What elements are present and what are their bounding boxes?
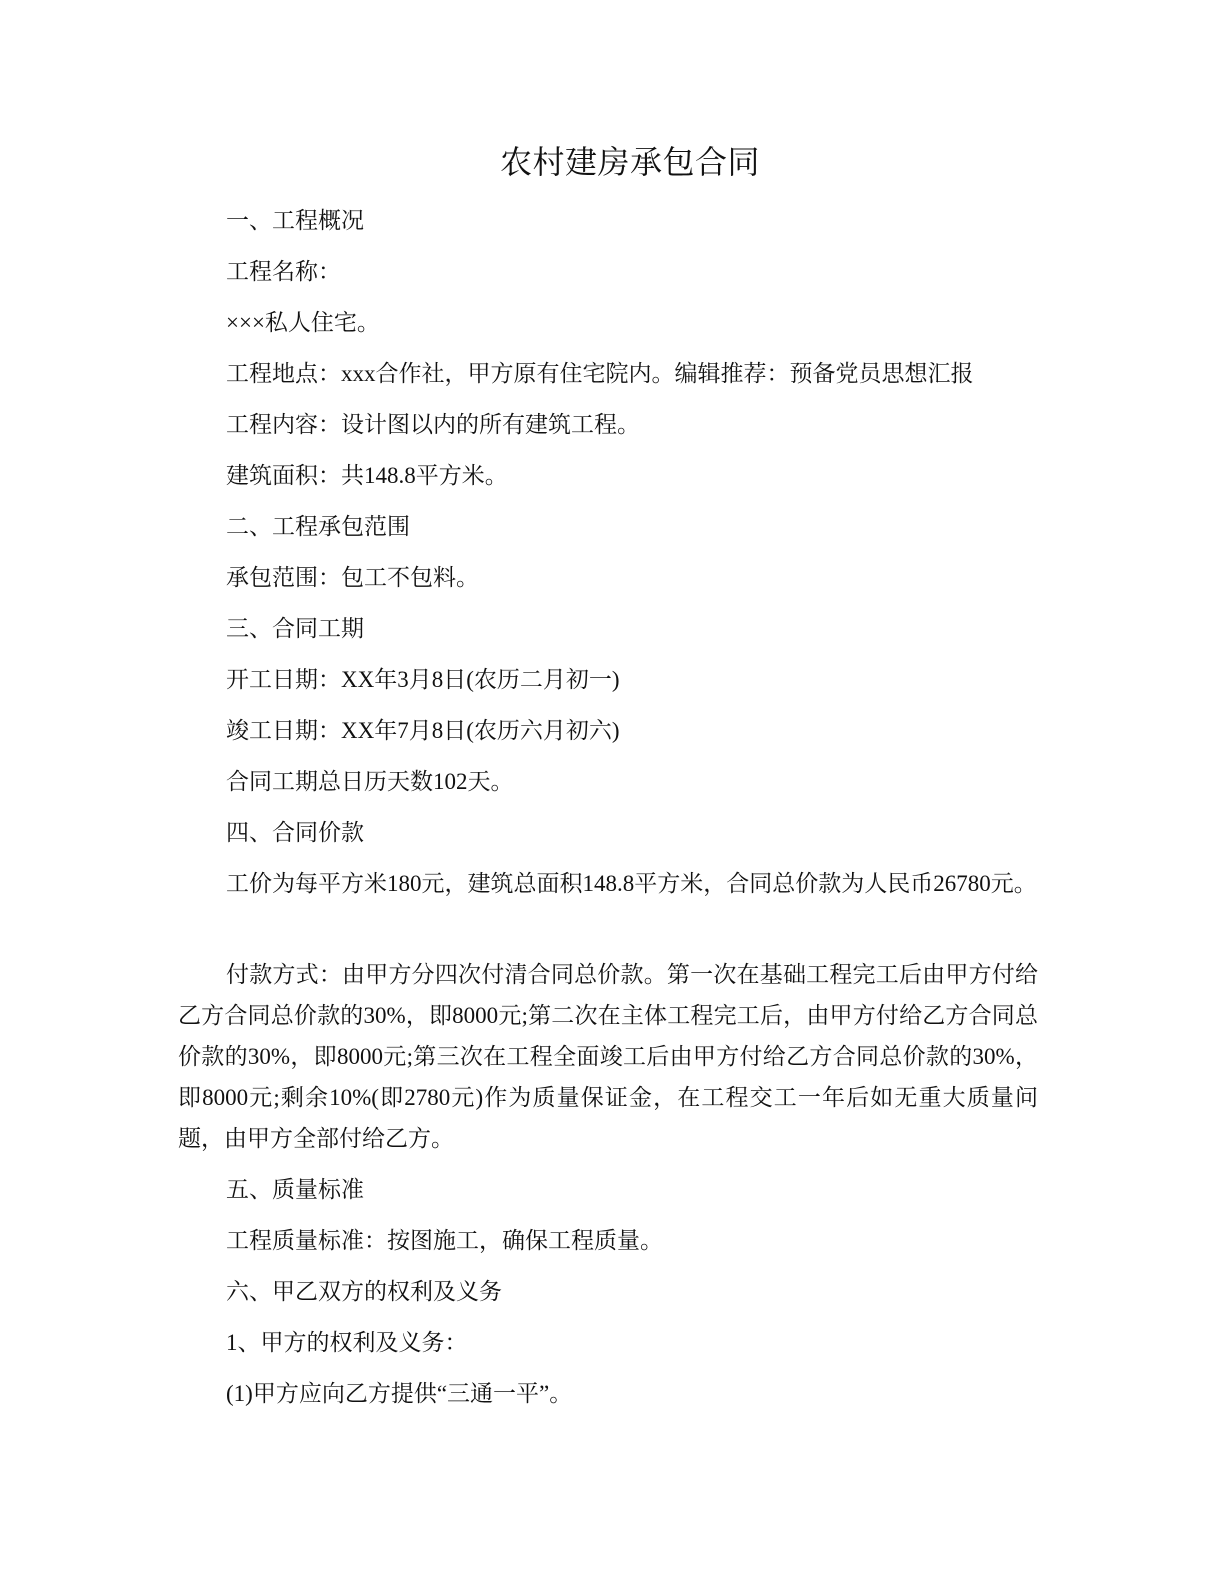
project-name-value: ×××私人住宅。 bbox=[226, 310, 380, 335]
section-heading-rights: 六、甲乙双方的权利及义务 bbox=[226, 1279, 502, 1304]
payment-paragraph: 付款方式：由甲方分四次付清合同总价款。第一次在基础工程完工后由甲方付给乙方合同总价款的30%，即8000元;第二次在主体工程完工后，由甲方付给乙方合同总价款的30%，即8000元;第三次在工程全面竣工后由甲方付给乙方合同总价款的30%，即8000元;剩余10%(即2780元)作为质量保证金，在工程交工一年后如无重大质量问题，由甲方全部付给乙方。 bbox=[178, 962, 1038, 1151]
start-date: 开工日期：XX年3月8日(农历二月初一) bbox=[226, 667, 620, 692]
section-heading-price: 四、合同价款 bbox=[226, 820, 364, 845]
document-title: 农村建房承包合同 bbox=[499, 144, 760, 180]
party-a-rights-heading: 1、甲方的权利及义务： bbox=[226, 1330, 468, 1355]
section-heading-scope: 二、工程承包范围 bbox=[226, 514, 410, 539]
contract-scope: 承包范围：包工不包料。 bbox=[226, 565, 479, 590]
project-content: 工程内容：设计图以内的所有建筑工程。 bbox=[226, 412, 640, 437]
project-location: 工程地点：xxx合作社，甲方原有住宅院内。编辑推荐：预备党员思想汇报 bbox=[226, 361, 974, 386]
building-area: 建筑面积：共148.8平方米。 bbox=[226, 463, 508, 488]
section-heading-quality: 五、质量标准 bbox=[226, 1177, 364, 1202]
quality-standard: 工程质量标准：按图施工，确保工程质量。 bbox=[226, 1228, 663, 1253]
total-days: 合同工期总日历天数102天。 bbox=[226, 769, 514, 794]
section-heading-overview: 一、工程概况 bbox=[226, 208, 364, 233]
party-a-obligation-1: (1)甲方应向乙方提供“三通一平”。 bbox=[226, 1381, 573, 1406]
price-paragraph: 工价为每平方米180元，建筑总面积148.8平方米，合同总价款为人民币26780元。 bbox=[226, 871, 1037, 896]
completion-date: 竣工日期：XX年7月8日(农历六月初六) bbox=[226, 718, 620, 743]
section-heading-period: 三、合同工期 bbox=[226, 616, 364, 641]
project-name-label: 工程名称： bbox=[226, 259, 341, 284]
